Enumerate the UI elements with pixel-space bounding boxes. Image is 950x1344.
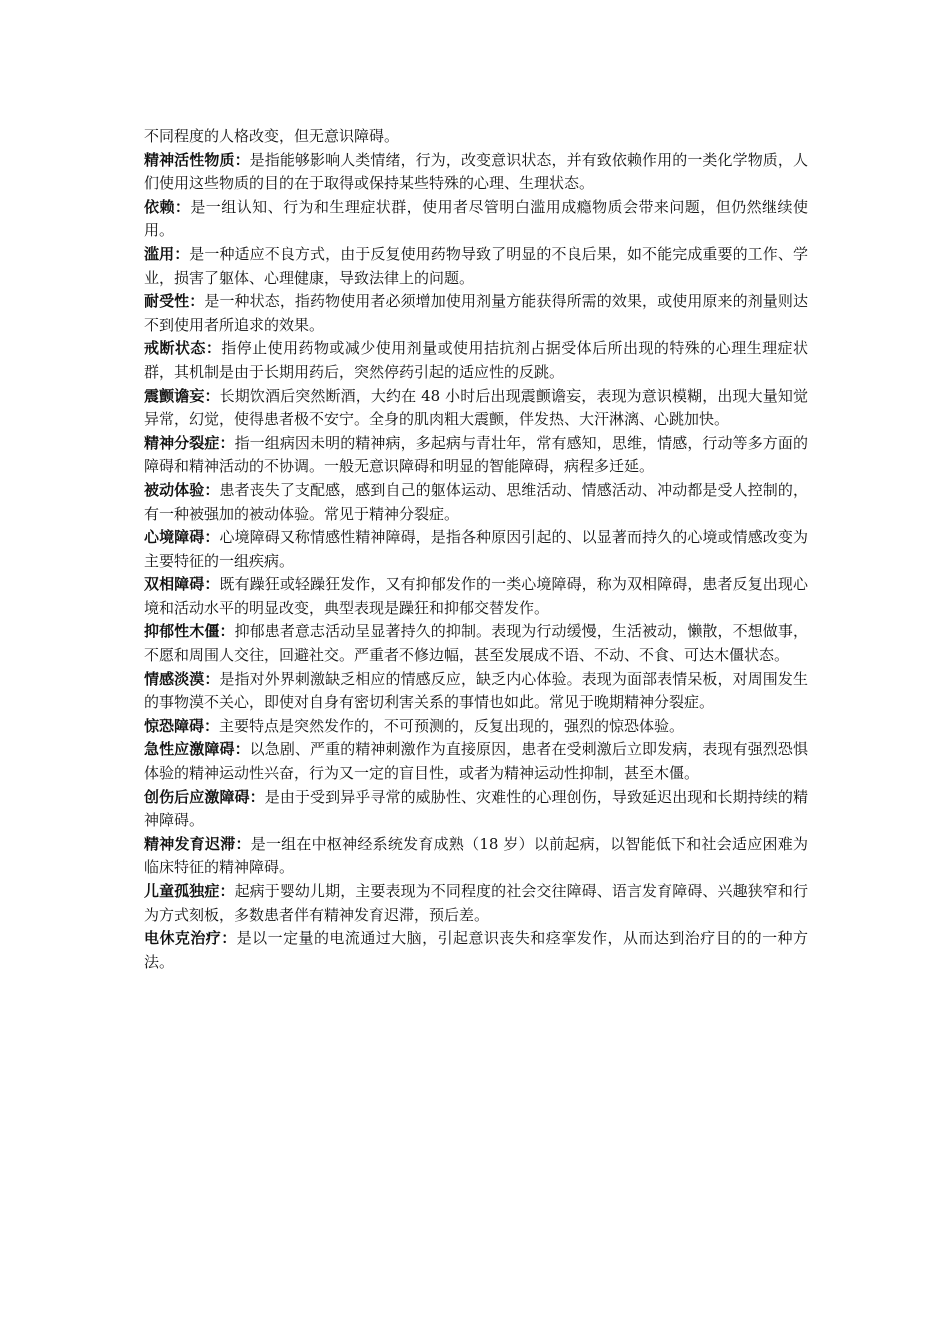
term-label: 情感淡漠 <box>144 669 205 688</box>
term-colon: ： <box>219 882 235 900</box>
definition-entry <box>144 738 808 785</box>
term-colon: ： <box>234 150 250 169</box>
term-label: 精神发育迟滞 <box>144 834 236 853</box>
definition-text: 患者丧失了支配感，感到自己的躯体运动、思维活动、情感活动、冲动都是受人控制的，有一种被强加的被动体验。常见于精神分裂症。 <box>144 480 808 523</box>
term-label: 戒断状态 <box>144 339 206 358</box>
definition-text: 抑郁患者意志活动呈显著持久的抑制。表现为行动缓慢，生活被动，懒散，不想做事，不愿和周围人交往，回避社交。严重者不修边幅，甚至发展成不语、不动、不食、可达木僵状态。 <box>144 622 808 665</box>
term-label: 电休克治疗 <box>144 929 222 948</box>
term-label: 儿童孤独症 <box>144 882 220 900</box>
term-label: 急性应激障碍 <box>144 740 235 759</box>
lead-paragraph: 不同程度的人格改变，但无意识障碍。 <box>144 127 400 145</box>
term-label: 惊恐障碍 <box>144 716 205 735</box>
definition-text: 起病于婴幼儿期，主要表现为不同程度的社会交往障碍、语言发育障碍、兴趣狭窄和行为方式刻板，多数患者伴有精神发育迟滞，预后差。 <box>144 882 808 924</box>
term-colon: ： <box>219 622 235 641</box>
term-label: 震颤谵妄 <box>144 386 205 405</box>
definition-entry <box>144 290 808 337</box>
term-colon: ： <box>204 716 220 735</box>
definition-text: 是一组在中枢神经系统发育成熟（18 岁）以前起病，以智能低下和社会适应困难为临床特征的精神障碍。 <box>144 834 808 877</box>
definition-entry <box>144 149 808 196</box>
definition-entry <box>144 573 808 620</box>
definition-text: 是一种状态，指药物使用者必须增加使用剂量方能获得所需的效果，或使用原来的剂量则达不到使用者所追求的效果。 <box>144 292 808 334</box>
term-colon: ： <box>221 929 237 948</box>
term-colon: ： <box>204 528 220 547</box>
term-label: 精神分裂症 <box>144 433 220 452</box>
definition-entry <box>144 786 808 833</box>
term-label: 依赖 <box>144 197 175 216</box>
term-colon: ： <box>219 433 235 452</box>
term-colon: ： <box>205 339 222 358</box>
term-colon: ： <box>204 480 220 499</box>
definition-text: 既有躁狂或轻躁狂发作，又有抑郁发作的一类心境障碍，称为双相障碍，患者反复出现心境和活动水平的明显改变，典型表现是躁狂和抑郁交替发作。 <box>144 575 808 617</box>
definition-text: 是一组认知、行为和生理症状群，使用者尽管明白滥用成瘾物质会带来问题，但仍然继续使用。 <box>144 197 808 240</box>
definition-text: 以急剧、严重的精神刺激作为直接原因，患者在受刺激后立即发病，表现有强烈恐惧体验的精神运动性兴奋，行为又一定的盲目性，或者为精神运动性抑制，甚至木僵。 <box>144 740 808 783</box>
definition-entry <box>144 715 808 739</box>
term-label: 心境障碍 <box>144 528 205 547</box>
definition-entry <box>144 668 808 715</box>
definition-entry <box>144 479 808 526</box>
definition-text: 主要特点是突然发作的，不可预测的，反复出现的，强烈的惊恐体验。 <box>219 716 685 735</box>
term-colon: ： <box>204 386 220 405</box>
definition-entry <box>144 432 808 479</box>
definition-text: 是一种适应不良方式，由于反复使用药物导致了明显的不良后果，如不能完成重要的工作、学业，损害了躯体、心理健康，导致法律上的问题。 <box>144 244 808 287</box>
definition-entry <box>144 880 808 927</box>
term-label: 精神活性物质 <box>144 150 235 169</box>
definition-text: 是以一定量的电流通过大脑，引起意识丧失和痉挛发作，从而达到治疗目的的一种方法。 <box>144 929 808 971</box>
term-colon: ： <box>174 244 190 263</box>
term-colon: ： <box>235 834 251 853</box>
term-colon: ： <box>204 575 220 594</box>
term-colon: ： <box>204 669 220 688</box>
definition-entry <box>144 620 808 667</box>
term-colon: ： <box>174 197 191 216</box>
term-colon: ： <box>234 740 250 759</box>
term-label: 耐受性 <box>144 292 190 311</box>
definition-text: 指停止使用药物或减少使用剂量或使用拮抗剂占据受体后所出现的特殊的心理生理症状群，其机制是由于长期用药后，突然停药引起的适应性的反跳。 <box>144 339 808 381</box>
definition-text: 长期饮酒后突然断酒，大约在 48 小时后出现震颤谵妄，表现为意识模糊，出现大量知觉异常，幻觉，使得患者极不安宁。全身的肌肉粗大震颤，伴发热、大汗淋漓、心跳加快。 <box>144 386 808 429</box>
term-label: 被动体验 <box>144 480 205 499</box>
definition-text: 是由于受到异乎寻常的威胁性、灾难性的心理创伤，导致延迟出现和长期持续的精神障碍。 <box>144 787 808 830</box>
document-page <box>144 125 808 974</box>
term-colon: ： <box>249 787 265 806</box>
definition-text: 是指对外界刺激缺乏相应的情感反应，缺乏内心体验。表现为面部表情呆板，对周围发生的事物漠不关心，即使对自身有密切利害关系的事情也如此。常见于晚期精神分裂症。 <box>144 669 808 712</box>
term-label: 创伤后应激障碍 <box>144 787 250 806</box>
definition-entry <box>144 337 808 384</box>
definition-entry <box>144 526 808 573</box>
term-label: 抑郁性木僵 <box>144 622 220 641</box>
definition-text: 心境障碍又称情感性精神障碍，是指各种原因引起的、以显著而持久的心境或情感改变为主要特征的一组疾病。 <box>144 528 808 570</box>
definition-entry <box>144 196 808 243</box>
term-label: 双相障碍 <box>144 575 205 594</box>
definition-entry <box>144 243 808 290</box>
definition-entry <box>144 833 808 880</box>
definition-entry <box>144 927 808 974</box>
definition-text: 是指能够影响人类情绪，行为，改变意识状态，并有致依赖作用的一类化学物质，人们使用这些物质的目的在于取得或保持某些特殊的心理、生理状态。 <box>144 150 808 193</box>
definition-text: 指一组病因未明的精神病，多起病与青壮年，常有感知，思维，情感，行动等多方面的障碍和精神活动的不协调。一般无意识障碍和明显的智能障碍，病程多迁延。 <box>144 433 808 476</box>
term-label: 滥用 <box>144 244 175 263</box>
term-colon: ： <box>189 292 205 311</box>
definition-entry <box>144 385 808 432</box>
